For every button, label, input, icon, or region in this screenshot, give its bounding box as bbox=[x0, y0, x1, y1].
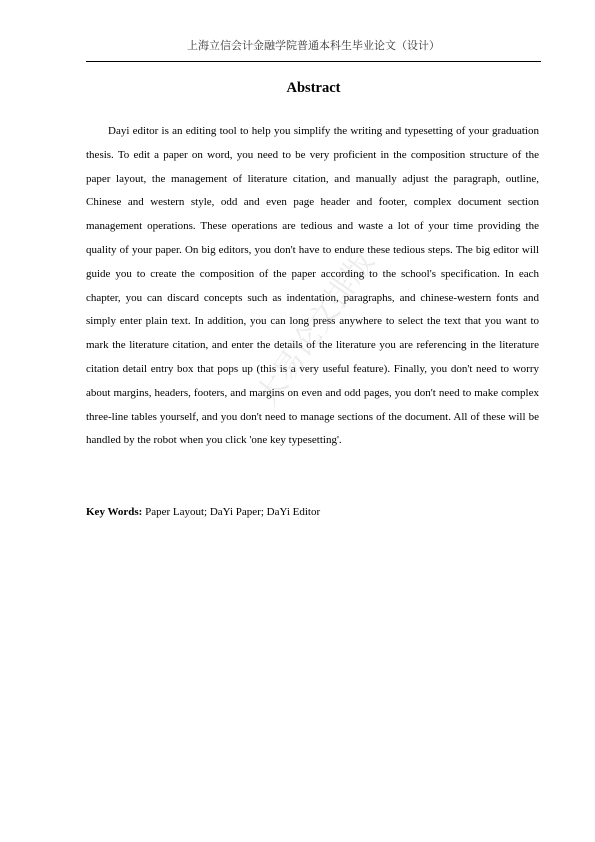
keywords-value: Paper Layout; DaYi Paper; DaYi Editor bbox=[145, 506, 321, 518]
keywords-line bbox=[86, 503, 539, 521]
abstract-body: Dayi editor is an editing tool to help you simplify the writing and typesetting of your graduation thesis. To edit a paper on word, you need to be very proficient in the composition structure of the paper layout, the management of literature citation, and manually adjust the paragraph, outline, Chinese and western style, odd and even page header and footer, complex document section management operations. These operations are tedious and waste a lot of your time providing the quality of your paper. On big editors, you don't have to endure these tedious steps. The big editor will guide you to create the composition of the paper according to the school's specification. In each chapter, you can discard concepts such as indentation, paragraphs, and chinese-western fonts and simply enter plain text. In addition, you can long press anywhere to select the text that you want to mark the literature citation, and enter the details of the literature you are referencing in the literature citation detail entry box that pops up (this is a very useful feature). Finally, you don't need to worry about margins, headers, footers, and margins on even and odd pages, you don't need to make complex three-line tables yourself, and you don't need to manage sections of the document. All of these will be handled by the robot when you click 'one key typesetting'. bbox=[86, 125, 539, 447]
watermark-stamp: 大易论文排版 bbox=[249, 245, 382, 413]
abstract-title: Abstract bbox=[286, 80, 341, 96]
running-header: 上海立信会计金融学院普通本科生毕业论文（设计） bbox=[187, 39, 440, 52]
keywords-label: Key Words: bbox=[86, 506, 143, 518]
header-divider bbox=[86, 61, 541, 62]
